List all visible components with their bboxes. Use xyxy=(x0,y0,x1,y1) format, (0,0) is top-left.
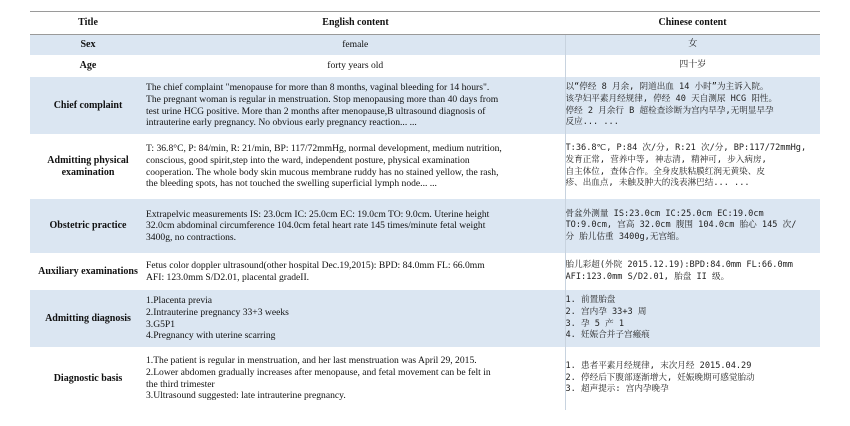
chinese-line: 发育正常, 营养中等, 神志清, 精神可, 步入病房, xyxy=(565,154,767,165)
row-title: Admitting diagnosis xyxy=(45,312,131,324)
row-title: Auxiliary examinations xyxy=(38,265,138,277)
chinese-line: AFI:123.0mm S/D2.01, 胎盘 II 级。 xyxy=(565,271,730,282)
header-chinese-content: Chinese content xyxy=(565,12,820,35)
english-line: 3400g, no contractions. xyxy=(146,231,237,243)
english-line: female xyxy=(342,39,369,51)
english-line: The pregnant woman is regular in menstruation. Stop menopausing more than 40 days from xyxy=(146,93,499,105)
chinese-line: 2. 宫内孕 33+3 周 xyxy=(565,306,647,317)
chinese-line: 女 xyxy=(688,39,698,50)
table-row-obstetric-practice xyxy=(30,199,820,254)
english-cell xyxy=(146,199,565,254)
english-line: 1.Placenta previa xyxy=(146,295,213,307)
header-english-content: English content xyxy=(146,12,565,35)
english-cell xyxy=(146,77,565,135)
chinese-line: 自主体位, 查体合作。全身皮肤粘膜红润无黄染、皮 xyxy=(565,166,765,177)
chinese-line: TO:9.0cm, 宫高 32.0cm 腹围 104.0cm 胎心 145 次/ xyxy=(565,220,797,231)
english-line: 2.Intrauterine pregnancy 33+3 weeks xyxy=(146,306,289,318)
chinese-cell xyxy=(565,77,820,135)
chinese-cell xyxy=(565,35,820,56)
english-line: the third trimester xyxy=(146,378,215,390)
english-line: Fetus color doppler ultrasound(other hospital Dec.19,2015): BPD: 84.0mm FL: 66.0mm xyxy=(146,259,485,271)
chinese-cell xyxy=(565,348,820,410)
english-line: Extrapelvic measurements IS: 23.0cm IC: 25.0cm EC: 19.0cm TO: 9.0cm. Uterine height xyxy=(146,208,490,220)
chinese-line: 反应... ... xyxy=(565,117,619,128)
english-line: forty years old xyxy=(327,60,384,72)
english-line: 32.0cm abdominal circumference 104.0cm fetal heart rate 145 times/minute fetal weight xyxy=(146,220,486,232)
english-line: 4.Pregnancy with uterine scarring xyxy=(146,330,276,342)
english-line: 2.Lower abdomen gradually increases after menopause, and fetal movement can be felt in xyxy=(146,366,491,378)
row-title: Diagnostic basis xyxy=(53,372,123,384)
chinese-line: 2. 停经后下腹部逐渐增大, 妊娠晚期可感觉胎动 xyxy=(565,372,755,383)
chinese-line: 胎儿彩超(外院 2015.12.19):BPD:84.0mm FL:66.0mm xyxy=(565,259,793,270)
chinese-line: 四十岁 xyxy=(679,60,707,71)
table-row-diagnostic-basis xyxy=(30,348,820,410)
english-cell xyxy=(146,290,565,348)
english-line: The chief complaint "menopause for more than 8 months, vaginal bleeding for 14 hours". xyxy=(146,82,490,94)
chinese-line: 以“停经 8 月余, 阴道出血 14 小时”为主诉入院。 xyxy=(565,82,769,93)
english-line: cooperation. The whole body skin mucous membrane ruddy has no stained yellow, the rash, xyxy=(146,166,499,178)
table-row-age xyxy=(30,56,820,77)
english-line: test urine HCG positive. More than 2 months after menopause,B ultrasound diagnosis of xyxy=(146,105,486,117)
table-row-auxiliary-examinations xyxy=(30,254,820,290)
english-cell xyxy=(146,348,565,410)
header-title: Title xyxy=(30,12,146,35)
english-cell xyxy=(146,56,565,77)
table-row-admitting-diagnosis xyxy=(30,290,820,348)
table-row-chief-complaint xyxy=(30,77,820,135)
chinese-line: 分 胎儿估重 3400g,无宫缩。 xyxy=(565,231,685,242)
chinese-cell xyxy=(565,290,820,348)
chinese-line: 骨盆外测量 IS:23.0cm IC:25.0cm EC:19.0cm xyxy=(565,208,764,219)
english-line: AFI: 123.0mm S/D2.01, placental gradeII. xyxy=(146,271,310,283)
english-cell xyxy=(146,35,565,56)
english-cell xyxy=(146,254,565,290)
table-row-admitting-physical-examination xyxy=(30,135,820,199)
chinese-line: 3. 孕 5 产 1 xyxy=(565,318,625,329)
english-line: intrauterine early pregnancy. No obvious early pregnancy reaction... ... xyxy=(146,117,417,129)
medical-case-table xyxy=(30,11,820,410)
table-row-sex xyxy=(30,35,820,56)
chinese-line: 疹、出血点, 未触及肿大的浅表淋巴结... ... xyxy=(565,178,750,189)
chinese-line: 1. 前置胎盘 xyxy=(565,295,616,306)
english-line: 3.G5P1 xyxy=(146,318,176,330)
english-line: 3.Ultrasound suggested: late intrauterine pregnancy. xyxy=(146,390,346,402)
row-title: Obstetric practice xyxy=(49,220,127,232)
row-title: Age xyxy=(79,60,97,72)
chinese-line: 1. 患者平素月经规律, 末次月经 2015.04.29 xyxy=(565,361,752,372)
english-cell xyxy=(146,135,565,199)
chinese-line: T:36.8℃, P:84 次/分, R:21 次/分, BP:117/72mmHg, xyxy=(565,143,807,154)
row-title: Admitting physical examination xyxy=(47,154,129,178)
chinese-cell xyxy=(565,56,820,77)
chinese-cell xyxy=(565,199,820,254)
chinese-line: 3. 超声提示: 宫内孕晚孕 xyxy=(565,384,669,395)
chinese-cell xyxy=(565,135,820,199)
chinese-line: 该孕妇平素月经规律, 停经 40 天自测尿 HCG 阳性。 xyxy=(565,93,778,104)
english-line: conscious, good spirit,step into the ward, independent posture, physical examination xyxy=(146,154,470,166)
chinese-cell xyxy=(565,254,820,290)
english-line: 1.The patient is regular in menstruation, and her last menstruation was April 29, 2015. xyxy=(146,355,477,367)
english-line: the bleeding spots, has not touched the swelling superficial lymph node... ... xyxy=(146,178,437,190)
row-title: Chief complaint xyxy=(53,99,123,111)
english-line: T: 36.8°C, P: 84/min, R: 21/min, BP: 117/72mmHg, normal development, medium nutrition, xyxy=(146,143,502,155)
row-title: Sex xyxy=(80,39,96,51)
table-header-row xyxy=(30,12,820,35)
chinese-line: 停经 2 月余行 B 超检查诊断为宫内早孕,无明显早孕 xyxy=(565,105,774,116)
chinese-line: 4. 妊娠合并子宫瘢痕 xyxy=(565,330,650,341)
